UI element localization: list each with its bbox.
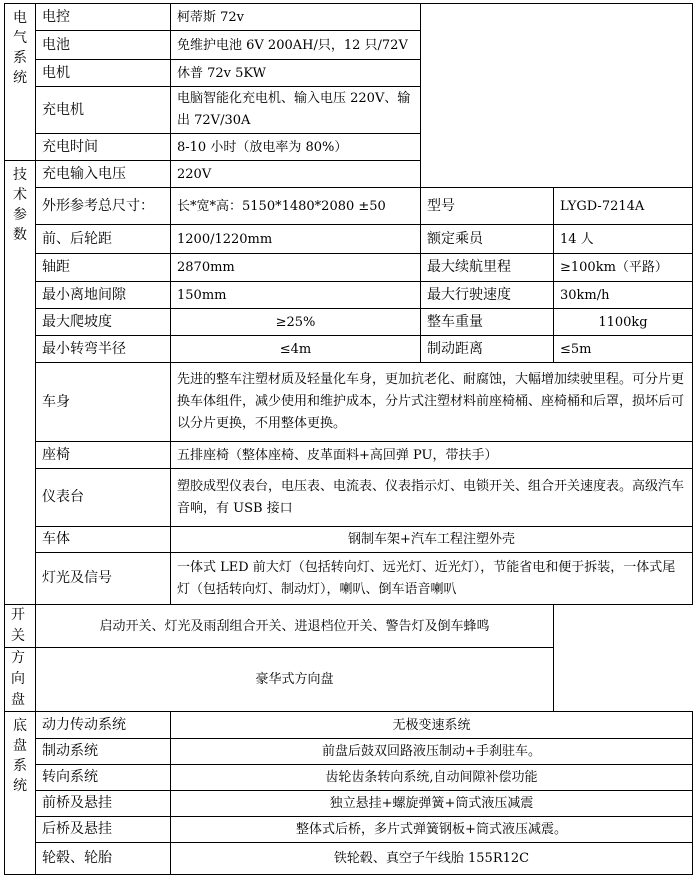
row-label: 最小转弯半径 xyxy=(36,336,171,363)
row-value: 钢制车架+汽车工程注塑外壳 xyxy=(171,527,693,553)
table-row xyxy=(5,188,693,225)
row-value: 整体式后桥，多片式弹簧钢板+筒式液压减震。 xyxy=(171,817,693,843)
row-label-2: 额定乘员 xyxy=(421,225,554,254)
row-value: 2870mm xyxy=(171,254,421,282)
row-label: 轴距 xyxy=(36,254,171,282)
row-value: 150mm xyxy=(171,282,421,309)
row-value-2: 1100kg xyxy=(554,309,693,336)
row-value: 无极变速系统 xyxy=(171,712,693,739)
row-value: 1200/1220mm xyxy=(171,225,421,254)
row-label-2: 型号 xyxy=(421,188,554,225)
row-value-2: 30km/h xyxy=(554,282,693,309)
table-row xyxy=(5,225,693,254)
row-label: 轮毂、轮胎 xyxy=(36,843,171,875)
row-label: 灯光及信号 xyxy=(36,553,171,605)
spec-table xyxy=(4,3,693,875)
row-label: 前桥及悬挂 xyxy=(36,791,171,817)
table-row xyxy=(5,739,693,765)
table-row xyxy=(5,648,693,712)
table-row xyxy=(5,553,693,605)
row-label: 前、后轮距 xyxy=(36,225,171,254)
table-row xyxy=(5,336,693,363)
table-row xyxy=(5,363,693,442)
row-value: 启动开关、灯光及雨刮组合开关、进退档位开关、警告灯及倒车蜂鸣 xyxy=(36,605,554,648)
row-label: 充电机 xyxy=(36,87,171,134)
row-label-2: 最大续航里程 xyxy=(421,254,554,282)
row-label: 电池 xyxy=(36,31,171,60)
section-label-chassis: 底 盘 系 统 xyxy=(5,712,36,875)
row-value: 塑胶成型仪表台，电压表、电流表、仪表指示灯、电锁开关、组合开关速度表。高级汽车音响，有 USB 接口 xyxy=(171,469,693,527)
table-row xyxy=(5,712,693,739)
table-row xyxy=(5,469,693,527)
row-label: 充电时间 xyxy=(36,134,171,161)
row-value: 豪华式方向盘 xyxy=(36,648,554,712)
row-value: 8-10 小时（放电率为 80%） xyxy=(171,134,421,161)
row-value: 齿轮齿条转向系统,自动间隙补偿功能 xyxy=(171,765,693,791)
table-row xyxy=(5,791,693,817)
row-value-2: 14 人 xyxy=(554,225,693,254)
row-value: ≤4m xyxy=(171,336,421,363)
section-label-technical: 技 术 参 数 xyxy=(5,161,36,605)
row-label-2: 制动距离 xyxy=(421,336,554,363)
row-label-2: 整车重量 xyxy=(421,309,554,336)
row-value-2: ≤5m xyxy=(554,336,693,363)
row-label: 充电输入电压 xyxy=(36,161,171,188)
row-label: 开关 xyxy=(5,605,36,648)
row-value: 休普 72v 5KW xyxy=(171,60,421,87)
row-label: 最小离地间隙 xyxy=(36,282,171,309)
table-row xyxy=(5,309,693,336)
row-label: 动力传动系统 xyxy=(36,712,171,739)
table-row xyxy=(5,527,693,553)
table-row xyxy=(5,843,693,875)
row-value: 一体式 LED 前大灯（包括转向灯、远光灯、近光灯），节能省电和便于拆装，一体式尾灯（包括转向灯、制动灯），喇叭、倒车语音喇叭 xyxy=(171,553,693,605)
table-row xyxy=(5,4,693,31)
row-value: 长*宽*高：5150*1480*2080 ±50 xyxy=(171,188,421,225)
row-value: 前盘后鼓双回路液压制动+手刹驻车。 xyxy=(171,739,693,765)
row-label: 座椅 xyxy=(36,442,171,469)
row-value: 220V xyxy=(171,161,421,188)
table-row xyxy=(5,442,693,469)
table-row xyxy=(5,254,693,282)
section-label-electrical: 电 气 系 统 xyxy=(5,4,36,161)
row-label: 电控 xyxy=(36,4,171,31)
table-row xyxy=(5,605,693,648)
row-label: 最大爬坡度 xyxy=(36,309,171,336)
row-value: 柯蒂斯 72v xyxy=(171,4,421,31)
row-value: 五排座椅（整体座椅、皮革面料+高回弹 PU，带扶手） xyxy=(171,442,693,469)
row-label-2: 最大行驶速度 xyxy=(421,282,554,309)
row-value: 免维护电池 6V 200AH/只，12 只/72V xyxy=(171,31,421,60)
row-label: 后桥及悬挂 xyxy=(36,817,171,843)
row-label: 转向系统 xyxy=(36,765,171,791)
row-label: 车体 xyxy=(36,527,171,553)
row-value: 电脑智能化充电机、输入电压 220V、输出 72V/30A xyxy=(171,87,421,134)
row-label: 仪表台 xyxy=(36,469,171,527)
row-value: 先进的整车注塑材质及轻量化车身，更加抗老化、耐腐蚀，大幅增加续驶里程。可分片更换车体组件，减少使用和维护成本，分片式注塑材料前座椅桶、座椅桶和后罩，损坏后可以分片更换，不用整体更换。 xyxy=(171,363,693,442)
row-value: 铁轮毂、真空子午线胎 155R12C xyxy=(171,843,693,875)
row-label: 车身 xyxy=(36,363,171,442)
table-row xyxy=(5,765,693,791)
blank-cell xyxy=(421,4,693,188)
row-value-2: ≥100km（平路） xyxy=(554,254,693,282)
row-label: 制动系统 xyxy=(36,739,171,765)
row-value-2: LYGD-7214A xyxy=(554,188,693,225)
row-label: 电机 xyxy=(36,60,171,87)
row-label: 方向盘 xyxy=(5,648,36,712)
row-value: 独立悬挂+螺旋弹簧+筒式液压减震 xyxy=(171,791,693,817)
row-label: 外形参考总尺寸： xyxy=(36,188,171,225)
row-value: ≥25% xyxy=(171,309,421,336)
table-row xyxy=(5,282,693,309)
